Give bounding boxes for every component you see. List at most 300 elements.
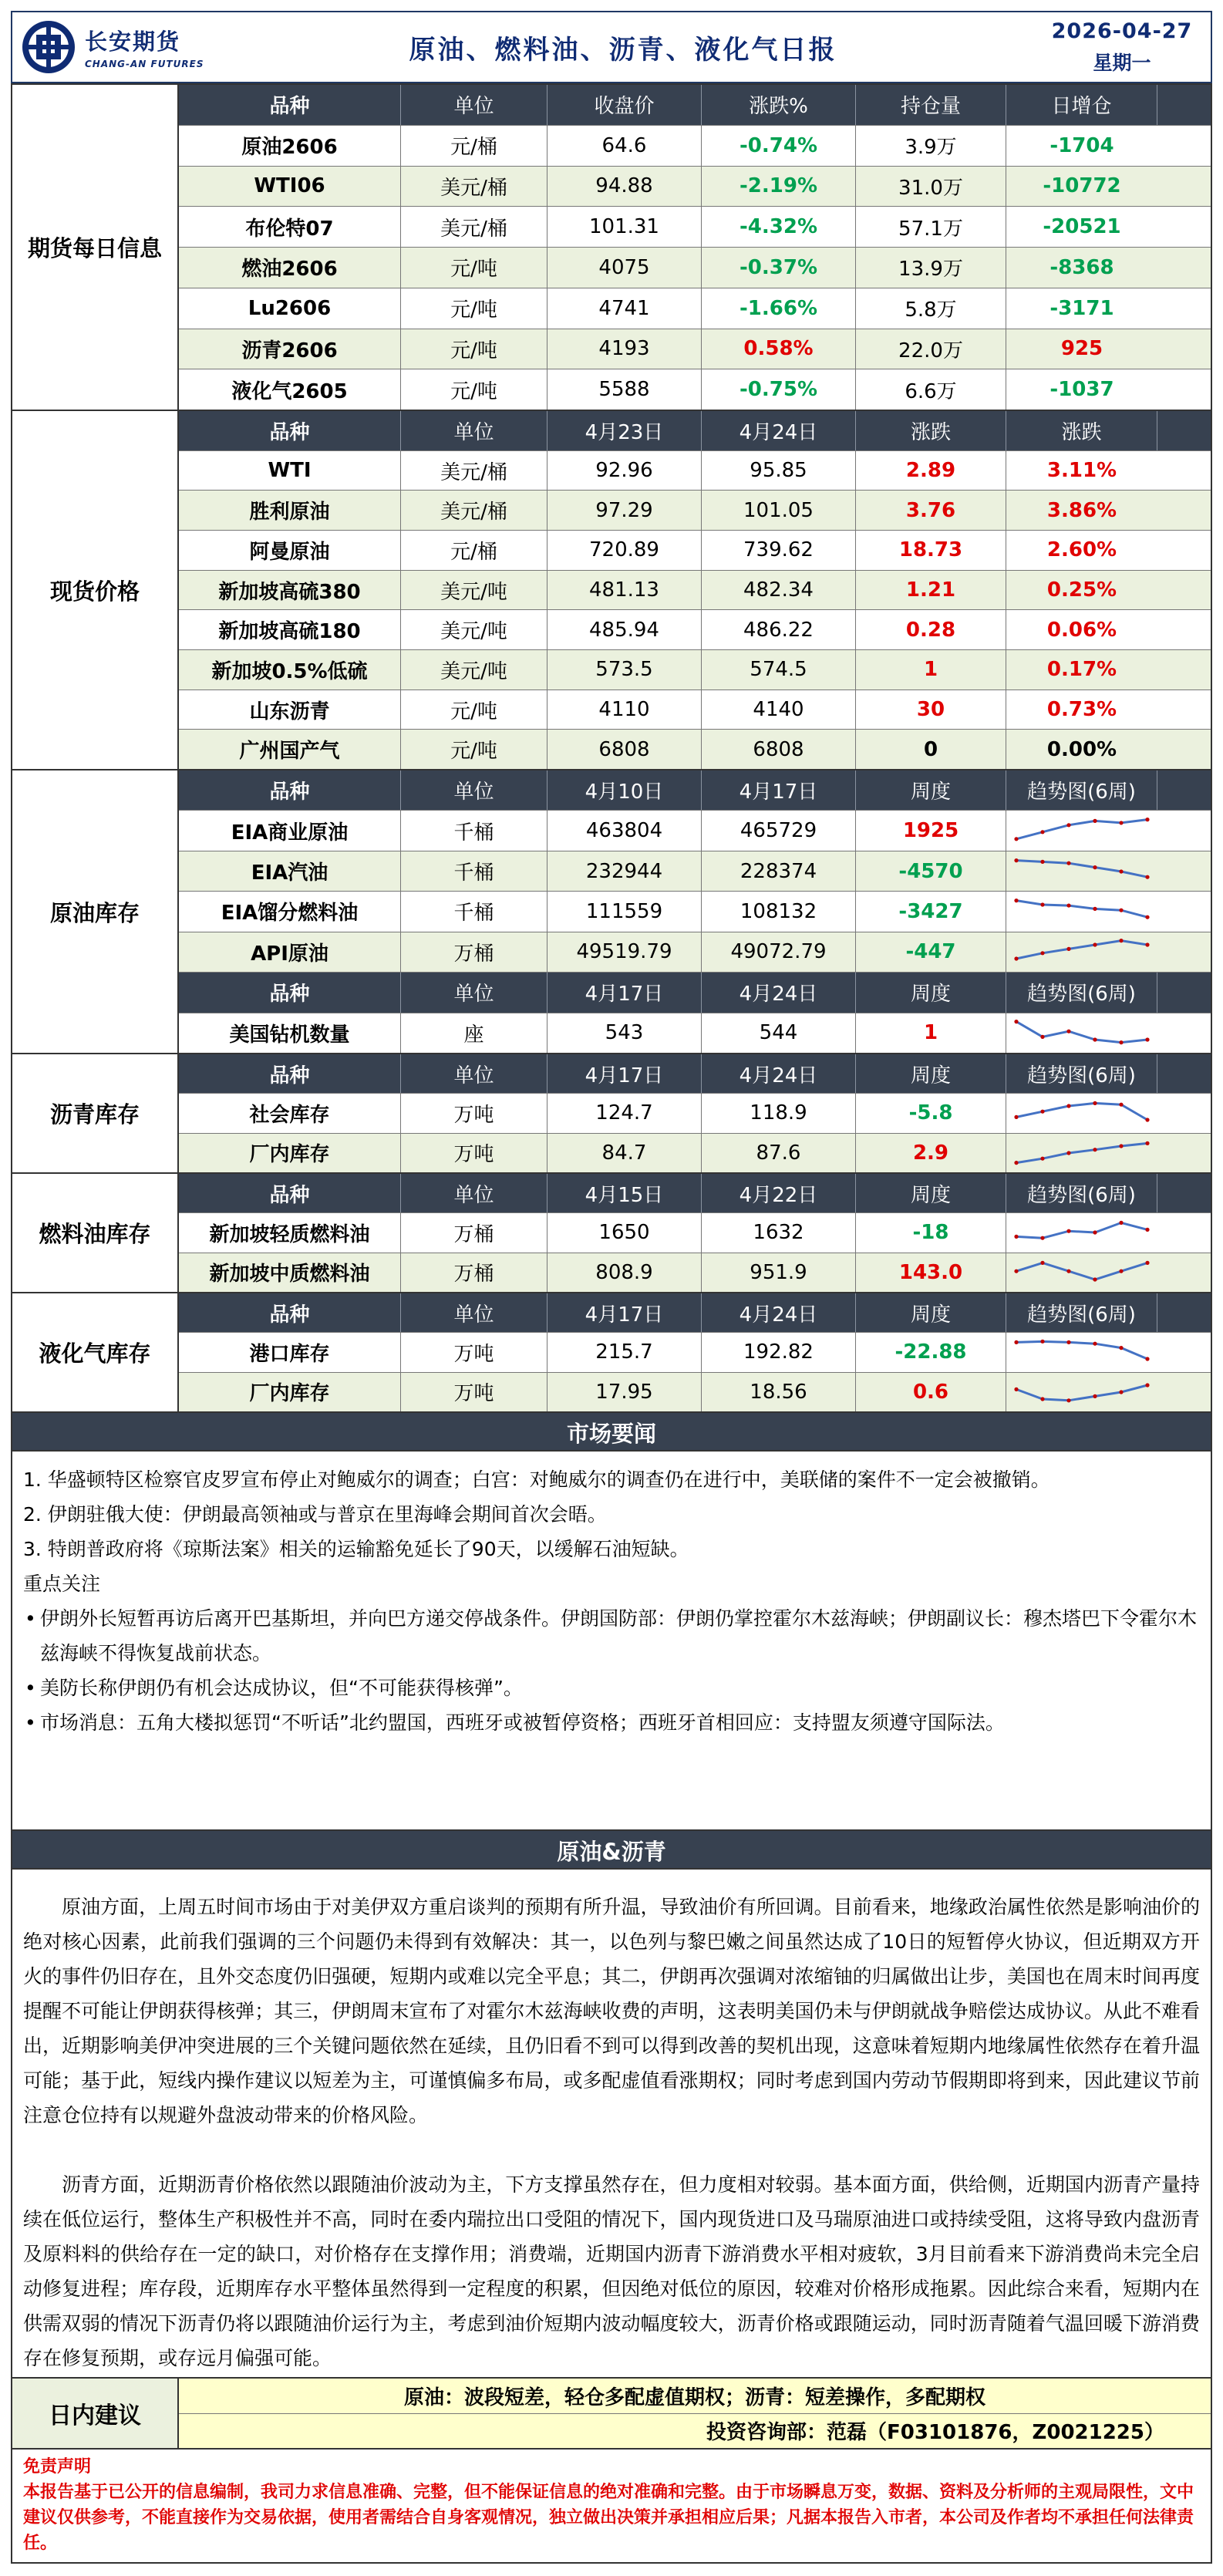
column-header: 4月24日 xyxy=(702,411,856,450)
column-header: 周度 xyxy=(856,1054,1006,1093)
table-row xyxy=(179,811,1211,851)
daily-oi-change: 925 xyxy=(1060,337,1103,361)
focus-list xyxy=(23,1601,1200,1740)
column-header: 品种 xyxy=(179,1054,401,1093)
change-pct: -0.75% xyxy=(702,369,856,410)
report-header xyxy=(11,11,1212,83)
column-header: 单位 xyxy=(401,85,547,125)
open-interest: 3.9万 xyxy=(856,126,1006,166)
close-price: 4193 xyxy=(547,329,702,369)
table-row xyxy=(179,369,1211,410)
column-header: 单位 xyxy=(401,1293,547,1332)
row-name: 新加坡中质燃料油 xyxy=(179,1253,401,1292)
inventory-prev: 543 xyxy=(547,1013,702,1053)
inventory-curr: 87.6 xyxy=(702,1134,856,1172)
table-row xyxy=(179,1134,1211,1172)
close-price: 94.88 xyxy=(547,167,702,207)
section-table xyxy=(179,1174,1211,1292)
row-name: 胜利原油 xyxy=(179,491,401,530)
column-header: 4月15日 xyxy=(547,1174,702,1212)
advisor-text: 投资咨询部：范磊（F03101876，Z0021225） xyxy=(179,2414,1211,2449)
weekly-change: -5.8 xyxy=(856,1094,1006,1132)
open-interest: 31.0万 xyxy=(856,167,1006,207)
column-header: 日增仓 xyxy=(1006,85,1157,125)
trend-point xyxy=(1066,1340,1070,1344)
row-unit: 元/吨 xyxy=(401,369,547,410)
section-table xyxy=(179,1054,1211,1172)
asphalt-analysis-paragraph: 沥青方面，近期沥青价格依然以跟随油价波动为主，下方支撑虽然存在，但力度相对较弱。基本面方面，供给侧，近期国内沥青产量持续在低位运行，整体生产积极性并不高，同时在委内瑞拉出口受阻的情况下，国内现货进口及马瑞原油进口或持续受阻，这将导致内盘沥青及原料料的供给存在一定的缺口，对价格存在支撑作用；消费端，近期国内沥青下游消费水平相对疲软，3月目前看来下游消费尚未完全启动修复进程；库存段，近期库存水平整体虽然得到一定程度的积累，但因绝对低位的原因，较难对价格形成拖累。因此综合来看，短期内在供需双弱的情况下沥青仍将以跟随油价运行为主，考虑到油价短期内波动幅度较大，沥青价格或跟随运动，同时沥青随着气温回暖下游消费存在修复预期，或存远月偏强可能。 xyxy=(23,2173,1200,2369)
weekly-change: 2.9 xyxy=(856,1134,1006,1172)
open-interest: 5.8万 xyxy=(856,288,1006,329)
trend-line xyxy=(1016,860,1147,877)
trend-point xyxy=(1040,830,1044,834)
column-header: 涨跌 xyxy=(856,411,1006,450)
table-header-row xyxy=(179,85,1211,126)
row-name: 新加坡高硫380 xyxy=(179,571,401,610)
row-unit: 座 xyxy=(401,1013,547,1053)
trend-sparkline xyxy=(1010,855,1154,888)
trend-chart xyxy=(1006,932,1157,972)
table-row xyxy=(179,167,1211,207)
trend-point xyxy=(1145,943,1149,947)
row-unit: 千桶 xyxy=(401,851,547,891)
inventory-prev: 232944 xyxy=(547,851,702,891)
section-label: 燃料油库存 xyxy=(12,1174,179,1292)
intraday-advice xyxy=(11,2377,1212,2450)
trend-point xyxy=(1040,1035,1044,1039)
section-label: 期货每日信息 xyxy=(12,85,179,410)
trend-point xyxy=(1040,1110,1044,1114)
column-header: 品种 xyxy=(179,770,401,810)
open-interest: 13.9万 xyxy=(856,248,1006,288)
row-unit: 万桶 xyxy=(401,1213,547,1252)
price-change: 30 xyxy=(856,690,1006,730)
inventory-curr: 465729 xyxy=(702,811,856,850)
section-label: 沥青库存 xyxy=(12,1054,179,1172)
row-unit: 美元/桶 xyxy=(401,491,547,530)
table-row xyxy=(179,1373,1211,1411)
change-pct: -4.32% xyxy=(702,207,856,247)
column-header: 4月24日 xyxy=(702,1054,856,1093)
close-price: 4075 xyxy=(547,248,702,288)
trend-chart xyxy=(1006,1213,1157,1252)
price-change-pct: 0.00% xyxy=(1046,737,1117,761)
row-unit: 元/吨 xyxy=(401,248,547,288)
trend-point xyxy=(1014,837,1018,841)
report-title: 原油、燃料油、沥青、液化气日报 xyxy=(409,34,837,66)
column-header: 单位 xyxy=(401,411,547,450)
trend-chart xyxy=(1006,1373,1157,1411)
focus-title: 重点关注 xyxy=(23,1573,101,1595)
column-header: 4月23日 xyxy=(547,411,702,450)
table-row xyxy=(179,892,1211,932)
trend-point xyxy=(1066,823,1070,827)
row-unit: 美元/吨 xyxy=(401,610,547,649)
price-change-pct: 0.17% xyxy=(1046,658,1117,682)
spot-price-section xyxy=(11,410,1212,770)
asphalt-inventory-section xyxy=(11,1053,1212,1174)
table-row xyxy=(179,1013,1211,1053)
trend-chart xyxy=(1006,1253,1157,1292)
trend-point xyxy=(1119,1103,1123,1107)
trend-point xyxy=(1014,1161,1018,1165)
close-price: 64.6 xyxy=(547,126,702,166)
inventory-curr: 108132 xyxy=(702,892,856,931)
column-header: 周度 xyxy=(856,770,1006,810)
trend-point xyxy=(1014,957,1018,961)
row-unit: 美元/桶 xyxy=(401,207,547,247)
trend-point xyxy=(1093,943,1097,947)
trend-point xyxy=(1119,1390,1123,1394)
weekly-change: 1 xyxy=(856,1013,1006,1053)
trend-point xyxy=(1066,947,1070,951)
market-news-title: 市场要闻 xyxy=(11,1411,1212,1452)
weekly-change: -22.88 xyxy=(856,1333,1006,1371)
table-header-row xyxy=(179,1054,1211,1094)
trend-point xyxy=(1066,1229,1070,1233)
daily-oi-change: -20521 xyxy=(1043,215,1121,239)
trend-point xyxy=(1145,1383,1149,1387)
trend-point xyxy=(1119,869,1123,873)
trend-line xyxy=(1016,1022,1147,1043)
trend-point xyxy=(1040,1340,1044,1344)
change-pct: -2.19% xyxy=(702,167,856,207)
logo-en-text: CHANG-AN FUTURES xyxy=(85,59,204,69)
trend-point xyxy=(1014,1115,1018,1119)
price-change: 0 xyxy=(856,730,1006,769)
trend-point xyxy=(1119,909,1123,912)
price-day2: 482.34 xyxy=(702,571,856,610)
change-pct: -1.66% xyxy=(702,288,856,329)
disclaimer-text: 本报告基于已公开的信息编制，我司力求信息准确、完整，但不能保证信息的绝对准确和完整。由于市场瞬息万变，数据、资料及分析师的主观局限性，文中建议仅供参考，不能直接作为交易依据，使用者需结合自身客观情况，独立做出决策并承担相应后果；凡据本报告入市者，本公司及作者均不承担任何法律责任。 xyxy=(23,2483,1194,2553)
chang-an-logo-icon xyxy=(20,19,77,76)
row-unit: 元/桶 xyxy=(401,531,547,570)
column-header: 收盘价 xyxy=(547,85,702,125)
row-name: 阿曼原油 xyxy=(179,531,401,570)
column-header: 单位 xyxy=(401,770,547,810)
trend-point xyxy=(1066,903,1070,907)
trend-line xyxy=(1016,941,1147,959)
trend-point xyxy=(1066,1269,1070,1273)
inventory-curr: 118.9 xyxy=(702,1094,856,1132)
table-header-row xyxy=(179,973,1211,1013)
row-name: WTI06 xyxy=(179,167,401,207)
daily-oi-change: -8368 xyxy=(1049,255,1114,279)
disclaimer-title: 免责声明 xyxy=(23,2457,92,2477)
column-header: 周度 xyxy=(856,1293,1006,1332)
focus-item: • 市场消息：五角大楼拟惩罚“不听话”北约盟国，西班牙或被暂停资格；西班牙首相回应：支持盟友须遵守国际法。 xyxy=(23,1705,1200,1740)
inventory-prev: 808.9 xyxy=(547,1253,702,1292)
row-unit: 元/桶 xyxy=(401,126,547,166)
section-table xyxy=(179,1293,1211,1411)
column-header: 单位 xyxy=(401,1174,547,1212)
trend-point xyxy=(1145,1228,1149,1232)
section-label: 现货价格 xyxy=(12,411,179,769)
trend-point xyxy=(1093,1148,1097,1151)
row-name: WTI xyxy=(179,451,401,491)
inventory-curr: 1632 xyxy=(702,1213,856,1252)
column-header: 周度 xyxy=(856,973,1006,1012)
trend-line xyxy=(1016,1143,1147,1162)
trend-sparkline xyxy=(1010,1375,1154,1409)
row-name: EIA馏分燃料油 xyxy=(179,892,401,931)
price-day2: 486.22 xyxy=(702,610,856,649)
column-header: 4月17日 xyxy=(547,973,702,1012)
trend-chart xyxy=(1006,1333,1157,1371)
weekly-change: 0.6 xyxy=(856,1373,1006,1411)
column-header: 单位 xyxy=(401,973,547,1012)
row-name: 原油2606 xyxy=(179,126,401,166)
market-news-box xyxy=(11,1450,1212,1831)
table-row xyxy=(179,451,1211,491)
weekly-change: 143.0 xyxy=(856,1253,1006,1292)
fuel-oil-inventory-section xyxy=(11,1172,1212,1293)
row-unit: 元/吨 xyxy=(401,288,547,329)
price-change: 3.76 xyxy=(856,491,1006,530)
row-unit: 万吨 xyxy=(401,1134,547,1172)
column-header: 4月10日 xyxy=(547,770,702,810)
report-weekday: 星期一 xyxy=(1093,51,1151,74)
trend-point xyxy=(1040,902,1044,906)
column-header: 趋势图(6周) xyxy=(1006,1174,1157,1212)
inventory-curr: 951.9 xyxy=(702,1253,856,1292)
row-name: 布伦特07 xyxy=(179,207,401,247)
price-day1: 97.29 xyxy=(547,491,702,530)
daily-oi-change: -10772 xyxy=(1043,174,1121,198)
inventory-curr: 192.82 xyxy=(702,1333,856,1371)
table-header-row xyxy=(179,411,1211,451)
section-table xyxy=(179,411,1211,769)
trend-point xyxy=(1119,939,1123,942)
price-change: 0.28 xyxy=(856,610,1006,649)
close-price: 5588 xyxy=(547,369,702,410)
table-row xyxy=(179,248,1211,288)
trend-line xyxy=(1016,1342,1147,1360)
price-day1: 6808 xyxy=(547,730,702,769)
trend-point xyxy=(1040,1261,1044,1265)
weekly-change: -4570 xyxy=(856,851,1006,891)
row-unit: 千桶 xyxy=(401,892,547,931)
analysis-box xyxy=(11,1868,1212,2379)
trend-sparkline xyxy=(1010,895,1154,929)
inventory-prev: 17.95 xyxy=(547,1373,702,1411)
price-change: 1.21 xyxy=(856,571,1006,610)
trend-point xyxy=(1093,865,1097,869)
trend-line xyxy=(1016,1223,1147,1239)
row-name: 燃油2606 xyxy=(179,248,401,288)
row-name: 美国钻机数量 xyxy=(179,1013,401,1053)
table-row xyxy=(179,126,1211,167)
column-header: 单位 xyxy=(401,1054,547,1093)
trend-point xyxy=(1119,821,1123,824)
trend-chart xyxy=(1006,892,1157,931)
price-day2: 6808 xyxy=(702,730,856,769)
weekly-change: -447 xyxy=(856,932,1006,972)
table-row xyxy=(179,932,1211,973)
trend-point xyxy=(1093,1231,1097,1235)
row-name: 新加坡轻质燃料油 xyxy=(179,1213,401,1252)
trend-point xyxy=(1145,875,1149,878)
change-pct: -0.74% xyxy=(702,126,856,166)
price-change-pct: 2.60% xyxy=(1046,538,1117,562)
trend-point xyxy=(1093,1101,1097,1105)
row-name: 厂内库存 xyxy=(179,1373,401,1411)
price-change: 18.73 xyxy=(856,531,1006,570)
inventory-prev: 124.7 xyxy=(547,1094,702,1132)
table-row xyxy=(179,491,1211,531)
inventory-curr: 544 xyxy=(702,1013,856,1053)
daily-oi-change: -3171 xyxy=(1049,296,1114,320)
section-label: 液化气库存 xyxy=(12,1293,179,1411)
table-row xyxy=(179,288,1211,329)
crude-inventory-section xyxy=(11,769,1212,1054)
trend-sparkline xyxy=(1010,935,1154,969)
table-row xyxy=(179,571,1211,611)
table-row xyxy=(179,1333,1211,1372)
table-row xyxy=(179,1213,1211,1253)
row-unit: 万桶 xyxy=(401,1253,547,1292)
column-header: 品种 xyxy=(179,973,401,1012)
trend-point xyxy=(1014,1269,1018,1273)
report-date: 2026-04-27 xyxy=(1051,19,1193,43)
price-day1: 481.13 xyxy=(547,571,702,610)
close-price: 101.31 xyxy=(547,207,702,247)
trend-point xyxy=(1145,1141,1149,1145)
column-header: 品种 xyxy=(179,85,401,125)
trend-line xyxy=(1016,820,1147,839)
price-change-pct: 3.11% xyxy=(1046,459,1117,482)
trend-point xyxy=(1066,861,1070,865)
inventory-prev: 84.7 xyxy=(547,1134,702,1172)
date-block xyxy=(1033,19,1211,76)
trend-point xyxy=(1014,1340,1018,1344)
row-name: 新加坡高硫180 xyxy=(179,610,401,649)
table-row xyxy=(179,730,1211,769)
close-price: 4741 xyxy=(547,288,702,329)
focus-item: • 美防长称伊朗仍有机会达成协议，但“不可能获得核弹”。 xyxy=(23,1671,1200,1705)
row-name: 液化气2605 xyxy=(179,369,401,410)
column-header: 趋势图(6周) xyxy=(1006,1293,1157,1332)
trend-point xyxy=(1119,1221,1123,1225)
price-day1: 573.5 xyxy=(547,650,702,690)
trend-point xyxy=(1066,1398,1070,1402)
column-header: 涨跌 xyxy=(1006,411,1157,450)
table-row xyxy=(179,1094,1211,1133)
row-name: 新加坡0.5%低硫 xyxy=(179,650,401,690)
analysis-title: 原油&沥青 xyxy=(11,1829,1212,1870)
column-header: 4月22日 xyxy=(702,1174,856,1212)
row-unit: 元/吨 xyxy=(401,329,547,369)
row-name: Lu2606 xyxy=(179,288,401,329)
open-interest: 57.1万 xyxy=(856,207,1006,247)
trend-point xyxy=(1014,899,1018,902)
column-header: 品种 xyxy=(179,1174,401,1212)
focus-item: • 伊朗外长短暂再访后离开巴基斯坦，并向巴方递交停战条件。伊朗国防部：伊朗仍掌控霍尔木兹海峡；伊朗副议长：穆杰塔巴下令霍尔木兹海峡不得恢复战前状态。 xyxy=(23,1601,1200,1671)
trend-sparkline xyxy=(1010,1136,1154,1170)
trend-point xyxy=(1093,1277,1097,1281)
column-header: 趋势图(6周) xyxy=(1006,770,1157,810)
column-header: 品种 xyxy=(179,1293,401,1332)
row-unit: 元/吨 xyxy=(401,730,547,769)
trend-sparkline xyxy=(1010,1016,1154,1050)
table-row xyxy=(179,690,1211,730)
trend-sparkline xyxy=(1010,814,1154,848)
trend-sparkline xyxy=(1010,1096,1154,1130)
row-name: 港口库存 xyxy=(179,1333,401,1371)
row-name: 广州国产气 xyxy=(179,730,401,769)
price-day2: 4140 xyxy=(702,690,856,730)
row-unit: 千桶 xyxy=(401,811,547,850)
trend-point xyxy=(1145,1118,1149,1122)
row-unit: 万桶 xyxy=(401,932,547,972)
trend-point xyxy=(1040,1156,1044,1160)
trend-point xyxy=(1119,1346,1123,1350)
trend-chart xyxy=(1006,1013,1157,1053)
row-name: EIA汽油 xyxy=(179,851,401,891)
column-header: 涨跌% xyxy=(702,85,856,125)
news-item: 2. 伊朗驻俄大使：伊朗最高领袖或与普京在里海峰会期间首次会晤。 xyxy=(23,1503,607,1526)
disclaimer xyxy=(11,2450,1212,2564)
row-unit: 万吨 xyxy=(401,1094,547,1132)
price-day1: 485.94 xyxy=(547,610,702,649)
row-unit: 美元/桶 xyxy=(401,451,547,491)
trend-point xyxy=(1093,1342,1097,1346)
trend-point xyxy=(1145,1038,1149,1042)
trend-point xyxy=(1119,1269,1123,1273)
price-change: 1 xyxy=(856,650,1006,690)
table-header-row xyxy=(179,1293,1211,1333)
row-unit: 美元/桶 xyxy=(401,167,547,207)
column-header: 4月17日 xyxy=(547,1293,702,1332)
trend-point xyxy=(1093,1038,1097,1042)
inventory-prev: 1650 xyxy=(547,1213,702,1252)
inventory-curr: 18.56 xyxy=(702,1373,856,1411)
trend-point xyxy=(1093,907,1097,911)
trend-chart xyxy=(1006,1094,1157,1132)
table-row xyxy=(179,1253,1211,1292)
price-day2: 101.05 xyxy=(702,491,856,530)
row-unit: 美元/吨 xyxy=(401,650,547,690)
news-item: 3. 特朗普政府将《琼斯法案》相关的运输豁免延长了90天，以缓解石油短缺。 xyxy=(23,1538,689,1560)
price-change-pct: 3.86% xyxy=(1046,498,1117,522)
change-pct: -0.37% xyxy=(702,248,856,288)
column-header: 4月17日 xyxy=(702,770,856,810)
trend-line xyxy=(1016,1104,1147,1121)
change-pct: 0.58% xyxy=(702,329,856,369)
row-name: 山东沥青 xyxy=(179,690,401,730)
inventory-prev: 49519.79 xyxy=(547,932,702,972)
table-row xyxy=(179,531,1211,571)
table-row xyxy=(179,207,1211,248)
trend-sparkline xyxy=(1010,1335,1154,1369)
row-name: API原油 xyxy=(179,932,401,972)
trend-point xyxy=(1145,1357,1149,1361)
open-interest: 6.6万 xyxy=(856,369,1006,410)
row-name: EIA商业原油 xyxy=(179,811,401,850)
price-day2: 95.85 xyxy=(702,451,856,491)
price-change-pct: 0.73% xyxy=(1046,698,1117,722)
row-name: 社会库存 xyxy=(179,1094,401,1132)
price-change-pct: 0.06% xyxy=(1046,618,1117,642)
trend-point xyxy=(1014,858,1018,862)
row-name: 厂内库存 xyxy=(179,1134,401,1172)
column-header: 4月24日 xyxy=(702,973,856,1012)
trend-sparkline xyxy=(1010,1256,1154,1290)
section-table xyxy=(179,770,1211,1053)
row-unit: 万吨 xyxy=(401,1373,547,1411)
column-header: 品种 xyxy=(179,411,401,450)
trend-point xyxy=(1040,859,1044,863)
